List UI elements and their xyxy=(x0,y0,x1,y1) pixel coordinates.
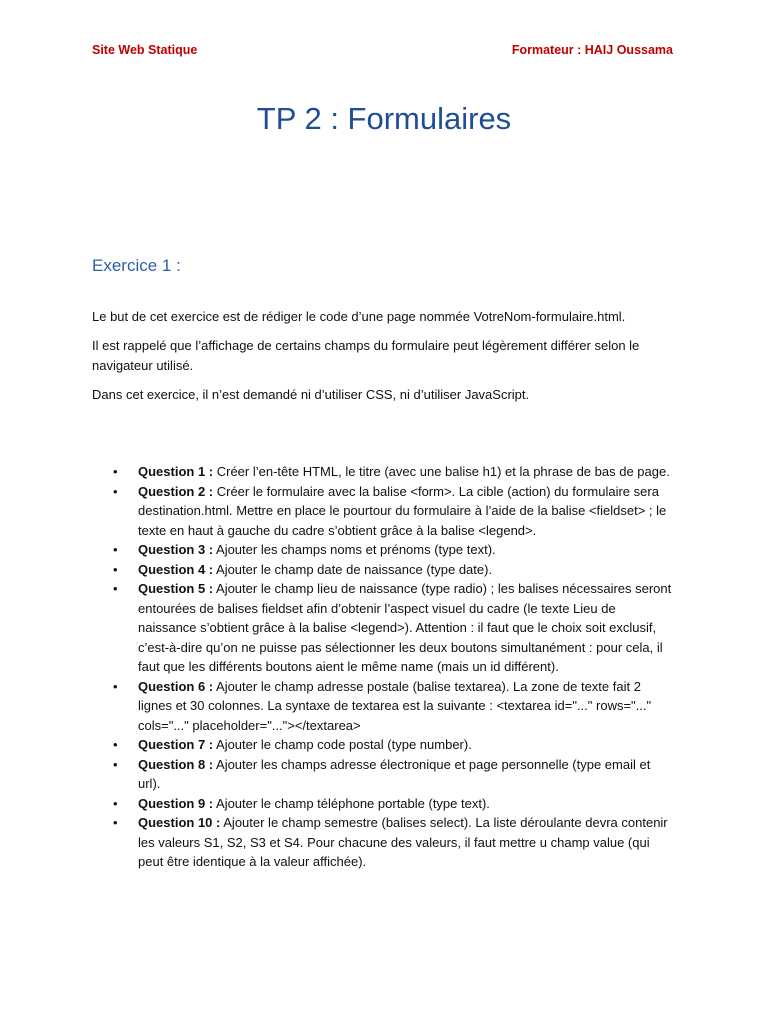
question-text: Ajouter le champ semestre (balises select). La liste déroulante devra contenir les valeurs S1, S2, S3 et S4. Pour chacune des valeurs, il faut mettre u champ value (qui peut être identique à la valeur affichée). xyxy=(138,815,668,869)
bullet-icon: • xyxy=(113,483,118,499)
question-item xyxy=(92,813,676,872)
header-course-name: Site Web Statique xyxy=(92,43,198,57)
question-label: Question 4 : xyxy=(138,561,214,577)
question-list xyxy=(92,462,676,872)
intro-paragraph-1: Le but de cet exercice est de rédiger le code d’une page nommée VotreNom-formulaire.html. xyxy=(92,309,626,324)
bullet-icon: • xyxy=(113,737,118,752)
question-text: Ajouter le champ date de naissance (type date). xyxy=(213,561,493,577)
question-label: Question 8 : xyxy=(138,756,214,772)
question-text: Ajouter le champ code postal (type number). xyxy=(213,737,472,752)
bullet-icon: • xyxy=(113,795,118,811)
question-item xyxy=(92,540,676,560)
question-label: Question 6 : xyxy=(138,678,214,694)
question-item xyxy=(92,560,676,580)
question-label: Question 1 : xyxy=(138,464,214,479)
question-item xyxy=(92,794,676,814)
question-text: Ajouter le champ téléphone portable (type text). xyxy=(213,795,490,811)
question-text: Ajouter le champ adresse postale (balise textarea). La zone de texte fait 2 lignes et 30 colonnes. La syntaxe de textarea est la suivante : <textarea id="..." rows="..." cols="..." placeholder="..."></textarea> xyxy=(138,678,652,733)
question-item xyxy=(92,735,676,755)
header-instructor: Formateur : HAIJ Oussama xyxy=(511,43,673,57)
bullet-icon: • xyxy=(113,815,118,830)
question-text: Ajouter le champ lieu de naissance (type radio) ; les balises nécessaires seront entourées de balises fieldset afin d’obtenir l’aspect visuel du cadre (le texte Lieu de naissance s’obtient grâce à la balise <legend>). Attention : il faut que le choix soit exclusif, c’est-à-dire qu’on ne puisse pas sélectionner les deux boutons simultanément : pour cela, il faut que les différents boutons aient le même name (mais un id différent). xyxy=(138,581,672,674)
bullet-icon: • xyxy=(113,581,118,596)
question-label: Question 2 : xyxy=(138,483,214,499)
intro-paragraph-3: Dans cet exercice, il n’est demandé ni d’utiliser CSS, ni d’utiliser JavaScript. xyxy=(92,387,530,402)
bullet-icon: • xyxy=(113,542,118,557)
question-text: Créer le formulaire avec la balise <form>. La cible (action) du formulaire sera destination.html. Mettre en place le pourtour du formulaire à l’aide de la balise <fieldset> ; le texte en haut à gauche du cadre s’obtient grâce à la balise <legend>. xyxy=(138,483,667,538)
question-text: Ajouter les champs noms et prénoms (type text). xyxy=(213,542,496,557)
intro-paragraph-2: Il est rappelé que l’affichage de certains champs du formulaire peut légèrement différer selon le navigateur utilisé. xyxy=(92,338,640,373)
bullet-icon: • xyxy=(113,561,118,577)
question-item xyxy=(92,755,676,794)
page-title: TP 2 : Formulaires xyxy=(256,101,512,136)
question-item xyxy=(92,482,676,541)
question-item xyxy=(92,677,676,736)
question-label: Question 9 : xyxy=(138,795,214,811)
question-label: Question 3 : xyxy=(138,542,214,557)
exercise-heading: Exercice 1 : xyxy=(92,256,181,275)
question-text: Ajouter les champs adresse électronique et page personnelle (type email et url). xyxy=(138,756,651,791)
question-label: Question 5 : xyxy=(138,581,214,596)
question-text: Créer l’en-tête HTML, le titre (avec une balise h1) et la phrase de bas de page. xyxy=(213,464,670,479)
bullet-icon: • xyxy=(113,464,118,479)
question-label: Question 10 : xyxy=(138,815,221,830)
question-label: Question 7 : xyxy=(138,737,214,752)
bullet-icon: • xyxy=(113,678,118,694)
intro-text xyxy=(92,307,676,414)
question-item xyxy=(92,579,676,677)
bullet-icon: • xyxy=(113,756,118,772)
question-item xyxy=(92,462,676,482)
